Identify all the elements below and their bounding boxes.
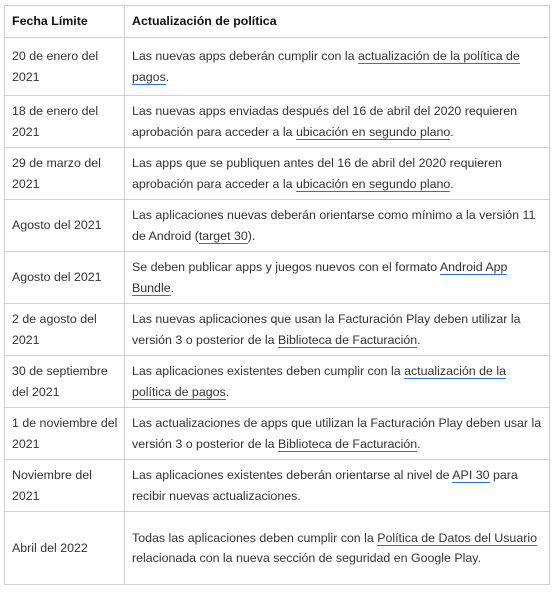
deadline-cell: Noviembre del 2021 xyxy=(5,460,125,512)
table-row xyxy=(5,38,550,96)
policy-link[interactable]: ubicación en segundo plano xyxy=(295,176,451,191)
policy-cell xyxy=(125,200,550,252)
policy-link[interactable]: ubicación en segundo plano xyxy=(295,124,451,139)
table-row xyxy=(5,304,550,356)
policy-link[interactable]: Android App Bundle xyxy=(132,260,508,295)
policy-text: Las apps que se publiquen antes del 16 de abril del 2020 requieren aprobación para acceder a la xyxy=(132,156,502,191)
policy-text: . xyxy=(417,332,421,347)
table-row xyxy=(5,148,550,200)
policy-link[interactable]: Política de Datos del Usuario xyxy=(377,530,537,545)
table-row xyxy=(5,96,550,148)
deadline-cell: 2 de agosto del 2021 xyxy=(5,304,125,356)
policy-link[interactable]: actualización de la política de pagos xyxy=(132,49,520,84)
policy-cell xyxy=(125,96,550,148)
deadline-cell: Abril del 2022 xyxy=(5,512,125,585)
policy-text: Se deben publicar apps y juegos nuevos con el formato xyxy=(132,260,440,274)
policy-text: . xyxy=(450,124,454,139)
deadline-cell: 18 de enero del 2021 xyxy=(5,96,125,148)
table-row xyxy=(5,408,550,460)
policy-deadline-table xyxy=(4,5,550,585)
policy-text: para recibir nuevas actualizaciones. xyxy=(132,468,518,503)
policy-link[interactable]: Biblioteca de Facturación xyxy=(278,332,418,347)
policy-cell xyxy=(125,148,550,200)
deadline-cell: Agosto del 2021 xyxy=(5,200,125,252)
policy-text: Las aplicaciones existentes deben cumplir con la xyxy=(132,364,405,378)
policy-text: Las nuevas aplicaciones que usan la Facturación Play deben utilizar la versión 3 o posterior de la xyxy=(132,312,521,347)
policy-text: . xyxy=(225,384,230,399)
policy-text: Las aplicaciones nuevas deberán orientarse como mínimo a la versión 11 de Android ( xyxy=(132,208,536,243)
header-policy-update: Actualización de política xyxy=(125,6,550,38)
policy-text: . xyxy=(417,436,421,451)
deadline-cell: 30 de septiembre del 2021 xyxy=(5,356,125,408)
policy-text: Las nuevas apps enviadas después del 16 de abril del 2020 requieren aprobación para acceder a la xyxy=(132,104,518,139)
policy-text: ). xyxy=(247,228,256,243)
table-body xyxy=(5,38,550,585)
policy-cell xyxy=(125,304,550,356)
table-header-row xyxy=(5,6,550,38)
policy-cell xyxy=(125,356,550,408)
deadline-cell: 20 de enero del 2021 xyxy=(5,38,125,96)
policy-text: . xyxy=(165,69,170,84)
policy-text: . xyxy=(450,176,454,191)
policy-link[interactable]: Biblioteca de Facturación xyxy=(278,436,418,451)
policy-link[interactable]: actualización de la política de pagos xyxy=(132,364,507,399)
policy-cell xyxy=(125,408,550,460)
policy-text: Todas las aplicaciones deben cumplir con la xyxy=(132,530,378,545)
policy-text: Las aplicaciones existentes deberán orientarse al nivel de xyxy=(132,468,453,482)
deadline-cell: 29 de marzo del 2021 xyxy=(5,148,125,200)
policy-table-container xyxy=(4,5,549,585)
policy-cell xyxy=(125,512,550,585)
policy-link[interactable]: target 30 xyxy=(198,228,248,243)
table-row xyxy=(5,460,550,512)
policy-text: Las actualizaciones de apps que utilizan la Facturación Play deben usar la versión 3 o posterior de la xyxy=(132,416,542,451)
header-deadline: Fecha Límite xyxy=(5,6,125,38)
table-row xyxy=(5,200,550,252)
table-row xyxy=(5,512,550,585)
policy-text: relacionada con la nueva sección de seguridad en Google Play. xyxy=(132,551,482,565)
policy-text: Las nuevas apps deberán cumplir con la xyxy=(132,49,358,63)
deadline-cell: 1 de noviembre del 2021 xyxy=(5,408,125,460)
table-row xyxy=(5,356,550,408)
policy-cell xyxy=(125,252,550,304)
policy-cell xyxy=(125,460,550,512)
policy-cell xyxy=(125,38,550,96)
policy-text: . xyxy=(170,280,175,295)
policy-link[interactable]: API 30 xyxy=(452,468,490,482)
deadline-cell: Agosto del 2021 xyxy=(5,252,125,304)
table-row xyxy=(5,252,550,304)
